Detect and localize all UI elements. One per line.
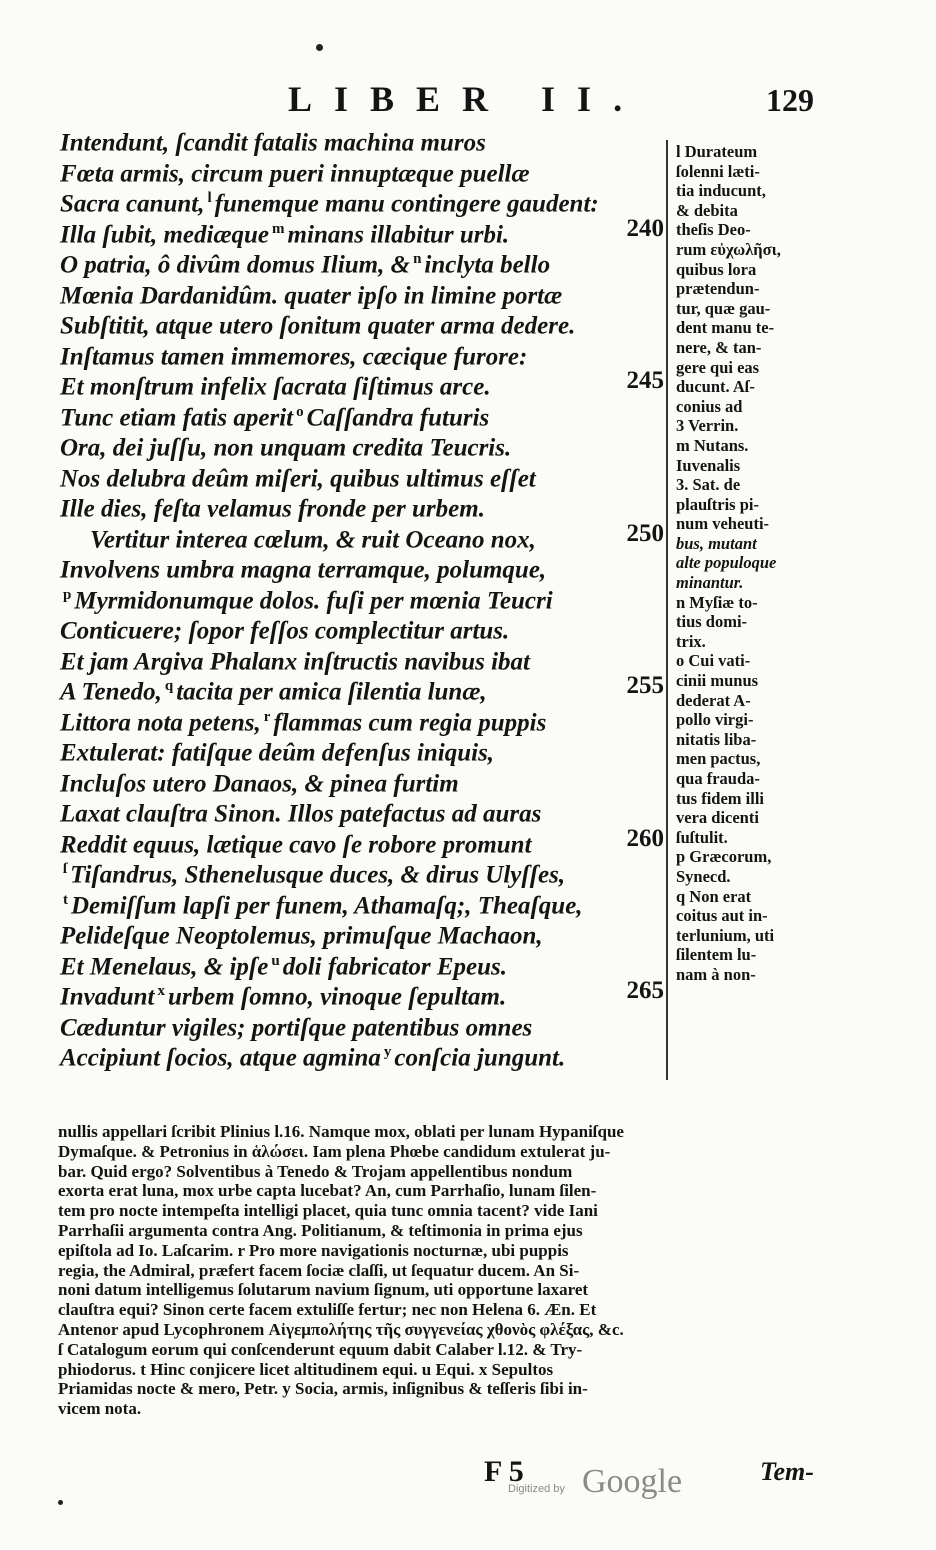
verse-text-end: doli fabricator Epeus. xyxy=(282,952,508,980)
verse-text-start: Pelideſque Neoptolemus, primuſque Machaon, xyxy=(60,922,543,950)
verse-text-start: Ora, dei juſſu, non unquam credita Teucris. xyxy=(60,434,512,462)
margin-note-line: Iuvenalis xyxy=(676,455,741,475)
note-marker: p xyxy=(63,586,72,603)
verse-line xyxy=(60,122,672,157)
footnote-line: bar. Quid ergo? Solventibus à Tenedo & Trojam appellentibus nondum xyxy=(58,1161,573,1181)
margin-note-line: terlunium, uti xyxy=(676,925,775,945)
verse-line xyxy=(60,885,672,919)
digitized-by-label: Digitized by xyxy=(508,1483,565,1495)
margin-note-line: ducunt. Aſ- xyxy=(676,377,755,397)
margin-note-line: quibus lora xyxy=(676,259,757,279)
line-number: 250 xyxy=(626,519,664,547)
verse-text-end: funemque manu contingere gaudent: xyxy=(214,190,599,218)
catchword: Tem- xyxy=(760,1457,814,1486)
note-marker: u xyxy=(271,952,280,969)
margin-note-line: plauſtris pi- xyxy=(676,494,759,514)
verse-line xyxy=(60,275,672,309)
verse-line xyxy=(60,1007,672,1041)
verse-line xyxy=(60,946,672,980)
verse-line xyxy=(60,458,672,492)
margin-note-line: tur, quæ gau- xyxy=(676,298,771,318)
verse-text-start: Illa ſubit, mediæque xyxy=(60,220,270,248)
line-number: 260 xyxy=(626,824,664,852)
margin-note-line: dent manu te- xyxy=(676,318,775,338)
margin-note-line: l Durateum xyxy=(676,142,758,161)
footnote-line: phiodorus. t Hinc conjicere licet altitudinem equi. u Equi. x Sepultos xyxy=(58,1359,554,1379)
note-marker: r xyxy=(263,708,271,725)
verse-text-start: Incluſos utero Danaos, & pinea furtim xyxy=(60,769,459,797)
footnote-line: Antenor apud Lycophronem Αἰγεμπολήτης τῆς συγγενείας χθονὸς φλέξας, &c. xyxy=(58,1319,624,1339)
google-watermark: Google xyxy=(582,1463,683,1500)
signature-mark: F 5 xyxy=(484,1455,524,1488)
ink-speck-top xyxy=(316,44,323,51)
verse-line xyxy=(60,671,672,706)
margin-note-line: coitus aut in- xyxy=(676,906,768,926)
verse-line xyxy=(60,397,672,431)
margin-note-line: cinii munus xyxy=(676,671,759,691)
margin-note-line: tius domi- xyxy=(676,612,748,632)
note-marker: x xyxy=(157,983,165,999)
margin-note-line: p Græcorum, xyxy=(676,847,772,867)
margin-note-line: o Cui vati- xyxy=(676,651,751,671)
margin-note-line: ſolenni læti- xyxy=(676,161,760,181)
verse-text-start: Tunc etiam fatis aperit xyxy=(60,403,294,431)
line-number: 245 xyxy=(626,367,664,394)
verse-line xyxy=(60,763,672,797)
margin-note-line: q Non erat xyxy=(676,886,752,906)
margin-note-line: vera dicenti xyxy=(676,808,759,828)
margin-note-line: 3 Verrin. xyxy=(676,416,739,436)
verse-text-start: Et Menelaus, & ipſe xyxy=(60,952,269,980)
margin-notes xyxy=(676,142,824,985)
margin-note-line: qua frauda- xyxy=(676,769,760,788)
verse-text-end: urbem ſomno, vinoque ſepultam. xyxy=(167,983,507,1011)
line-number: 265 xyxy=(626,977,664,1004)
verse-line xyxy=(60,915,672,950)
verse-text-end: Demiſſum lapſi per funem, Athamaſq;, Theaſque, xyxy=(71,891,583,919)
verse-text-start: Sacra canunt, xyxy=(60,190,205,218)
footnote-line: Priamidas nocte & mero, Petr. y Socia, armis, inſignibus & teſſeris ſibi in- xyxy=(58,1379,588,1399)
verse-text-start: A Tenedo, xyxy=(60,678,162,706)
margin-note-line: nere, & tan- xyxy=(676,337,762,357)
verse-text-start: Littora nota petens, xyxy=(60,708,261,736)
margin-note-line: nam à non- xyxy=(676,964,756,984)
footnote-line: vicem nota. xyxy=(58,1399,142,1419)
page-footer xyxy=(0,1455,936,1515)
margin-note-line: 3. Sat. de xyxy=(676,475,741,495)
verse-text-start: Ille dies, feſta velamus fronde per urbem. xyxy=(60,495,485,523)
verse-text-start: Et jam Argiva Phalanx inſtructis navibus ibat xyxy=(60,647,530,675)
verse-line xyxy=(60,549,672,584)
margin-note-line: trix. xyxy=(676,631,706,651)
footnote-line: nullis appellari ſcribit Plinius l.16. Namque mox, oblati per lunam Hypaniſque xyxy=(58,1122,624,1141)
note-marker: q xyxy=(164,678,174,694)
verse-text-end: Caſſandra futuris xyxy=(306,403,490,431)
verse-text-start: Conticuere; ſopor feſſos complectitur artus. xyxy=(60,617,510,645)
verse-line xyxy=(60,519,672,553)
column-divider xyxy=(666,140,668,1080)
verse-line xyxy=(60,610,672,645)
footnotes xyxy=(58,1122,818,1419)
note-marker: t xyxy=(63,891,68,908)
verse-line xyxy=(60,366,672,401)
verse-line xyxy=(60,854,672,889)
verse-line xyxy=(60,580,672,614)
margin-note-line: gere qui eas xyxy=(676,357,760,377)
verse-text-start: Mœnia Dardanidûm. quater ipſo in limine portæ xyxy=(60,281,563,309)
margin-note-line: minantur. xyxy=(676,573,744,593)
footnote-line: tem pro nocte intempeſta intelligi placet, quia tunc omnia tacent? vide Iani xyxy=(58,1201,598,1221)
footnote-line: Parrhaſii argumenta contra Ang. Politianum, & teſtimonia in prima ejus xyxy=(58,1220,583,1240)
verse-text-end: flammas cum regia puppis xyxy=(273,708,547,736)
footnote-line: regia, the Admiral, præfert facem ſociæ claſſi, ut ſequatur ducem. An Si- xyxy=(58,1260,580,1280)
verse-text-end: minans illabitur urbi. xyxy=(287,220,510,248)
margin-note-line: Synecd. xyxy=(676,866,731,886)
margin-note-line: ſilentem lu- xyxy=(676,945,757,965)
verse-text-end: Tiſandrus, Sthenelusque duces, & dirus Ulyſſes, xyxy=(70,861,566,889)
verse-text-start: Extulerat: fatiſque deûm defenſus iniquis, xyxy=(60,739,495,767)
verse-text-start: Vertitur interea cœlum, & ruit Oceano nox, xyxy=(90,525,536,553)
margin-note-line: men pactus, xyxy=(676,749,761,769)
margin-note-line: tus fidem illi xyxy=(676,788,765,808)
footnote-line: exorta erat luna, mox urbe capta lucebat? An, cum Parrhaſio, lunam ſilen- xyxy=(58,1181,597,1201)
verse-line xyxy=(60,427,672,462)
note-marker: o xyxy=(296,403,304,420)
verse-text xyxy=(60,122,672,1072)
margin-note-line: pollo virgi- xyxy=(676,710,754,730)
margin-note-line: n Myſiæ to- xyxy=(676,592,758,612)
verse-line xyxy=(60,244,672,279)
verse-line xyxy=(60,702,672,736)
note-marker: ſ xyxy=(63,861,68,877)
running-title: LIBER II. xyxy=(288,79,645,119)
verse-line xyxy=(60,824,672,858)
note-marker: m xyxy=(272,220,285,237)
footnote-line: ſ Catalogum eorum qui conſcenderunt equum dabit Calaber l.12. & Try- xyxy=(58,1339,583,1359)
line-number: 255 xyxy=(626,672,664,699)
margin-note-line: m Nutans. xyxy=(676,435,749,455)
verse-line xyxy=(60,976,672,1011)
verse-text-start: Invadunt xyxy=(60,983,155,1011)
page-number: 129 xyxy=(766,82,814,118)
note-marker: n xyxy=(413,251,422,267)
verse-text-end: conſcia jungunt. xyxy=(394,1044,566,1072)
footnote-line: epiſtola ad Io. Laſcarim. r Pro more navigationis nocturnæ, ubi puppis xyxy=(58,1240,569,1260)
verse-line xyxy=(60,183,672,218)
verse-line xyxy=(60,153,672,187)
margin-note-line: prætendun- xyxy=(676,279,760,299)
verse-line xyxy=(60,336,672,370)
verse-line xyxy=(60,305,672,340)
margin-note-line: & debita xyxy=(676,200,738,220)
margin-note-line: num veheuti- xyxy=(676,514,770,534)
line-number: 240 xyxy=(626,214,664,242)
note-marker: l xyxy=(207,190,212,206)
verse-line xyxy=(60,1037,672,1072)
verse-text-start: Inſtamus tamen immemores, cæcique furore: xyxy=(60,342,528,370)
verse-text-start: O patria, ô divûm domus Ilium, & xyxy=(60,251,411,279)
margin-note-line: rum εὐχωλῆσι, xyxy=(676,239,781,259)
margin-note-line: dederat A- xyxy=(676,690,751,710)
verse-text-start: Subſtitit, atque utero ſonitum quater arma dedere. xyxy=(60,312,576,340)
verse-line xyxy=(60,641,672,675)
page-header xyxy=(0,78,936,128)
verse-text-start: Laxat clauſtra Sinon. Illos patefactus ad auras xyxy=(60,800,542,828)
verse-text-start: Intendunt, ſcandit fatalis machina muros xyxy=(60,129,486,157)
footnote-line: Dymaſque. & Petronius in ἁλώσει. Iam plena Phœbe candidum extulerat ju- xyxy=(58,1141,611,1161)
verse-text-start: Accipiunt ſocios, atque agmina xyxy=(60,1044,381,1072)
margin-note-line: theſis Deo- xyxy=(676,220,751,240)
verse-text-end: tacita per amica ſilentia lunæ, xyxy=(176,678,487,706)
verse-text-start: Nos delubra deûm miſeri, quibus ultimus eſſet xyxy=(60,464,536,492)
footnote-line: clauſtra equi? Sinon certe facem extuliſſe fertur; nec non Helena 6. Æn. Et xyxy=(58,1300,597,1320)
margin-note-line: bus, mutant xyxy=(676,533,757,553)
margin-note-line: conius ad xyxy=(676,396,743,416)
margin-note-line: nitatis liba- xyxy=(676,729,757,749)
verse-text-end: inclyta bello xyxy=(424,251,551,279)
verse-text-start: Fœta armis, circum pueri innuptæque puellæ xyxy=(60,159,530,187)
verse-line xyxy=(60,488,672,523)
note-marker: y xyxy=(383,1044,392,1060)
verse-text-end: Myrmidonumque dolos. fuſi per mœnia Teucri xyxy=(74,586,553,614)
verse-text-start: Cæduntur vigiles; portiſque patentibus omnes xyxy=(60,1013,533,1041)
footnote-line: noni datum intelligemus ſolutarum navium ſignum, uti opportune laxaret xyxy=(58,1280,589,1300)
margin-note-line: alte populoque xyxy=(676,553,777,573)
margin-note-line: ſuſtulit. xyxy=(676,827,728,847)
margin-note-line: tia inducunt, xyxy=(676,181,766,201)
verse-text-start: Reddit equus, lætique cavo ſe robore promunt xyxy=(60,830,532,858)
verse-text-start: Et monſtrum infelix ſacrata ſiſtimus arce. xyxy=(60,373,491,401)
verse-line xyxy=(60,732,672,767)
verse-text-start: Involvens umbra magna terramque, polumque, xyxy=(60,556,547,584)
verse-line xyxy=(60,214,672,248)
verse-line xyxy=(60,793,672,828)
